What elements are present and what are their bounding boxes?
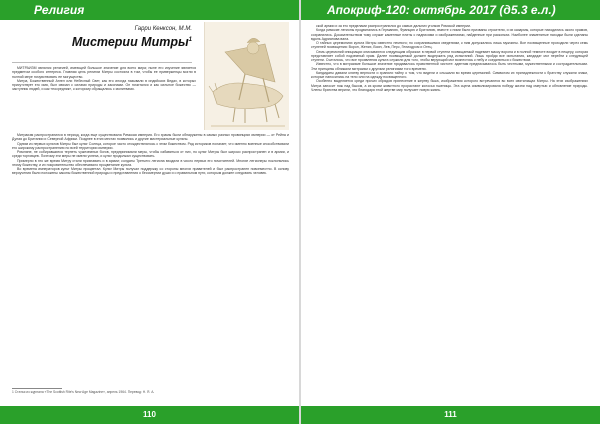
- left-page: [0, 0, 299, 424]
- article-author: Гарри Кенксон, М.М.: [134, 26, 192, 32]
- body-paragraph: Одним из первых культов Митры был культ Солнца, которое часто отождествлялось с этим божеством. Ряд историков полагает, что именно военные способствовали его широкому распространению по всей территории империи.: [12, 141, 289, 150]
- intro-paragraph: МИТРАИЗМ являлся религией, имеющей большое значение для всего мира; ныне его изучение является предметом особого интереса. Главная цель религии Митры состояла в том, чтобы ее приверженцы могли в полной мере почувствовать ее могущество.: [12, 66, 196, 79]
- issue-title: Апокриф-120: октябрь 2017 (д5.3 е.л.): [327, 3, 556, 17]
- body-paragraph: Когда римские легионы продвигались в Германию, Францию и Британию, вместе с ними были призваны строители, и их казармы, которые находились около храмов, сохранились. Доказательством тому служат каменные плиты с надписями и изображениями, найденные при раскопках. Наиболее знаменитые находки были сделаны вдоль Адрианова вала.: [311, 28, 588, 41]
- page-number: 111: [444, 410, 457, 419]
- footnote: [12, 390, 289, 394]
- body-paragraph: Особенно выделяется среди прочих обрядов принесение в жертву быка, изображения которого встречаются во всех святилищах Митры. На этих изображениях Митра заносит нож над быком, а из крови животного прорастают колосья пшеницы. Эта сцена символизировала победу жизни над смертью и обновление природы. Члены братства верили, что благодаря этой жертве мир получает новую жизнь.: [311, 79, 588, 92]
- left-page-body: [12, 133, 289, 387]
- section-title: Религия: [34, 3, 85, 17]
- body-paragraph: Римляне, не собиравшиеся терпеть чужеземных богов, предпринимали меры, чтобы избавиться от них, но культ Митры был широко распространен и в армии, и среди торговцев. Поэтому эти меры не имели успеха, и культ продолжал существовать.: [12, 150, 289, 159]
- body-paragraph: Известно, что в митраизме большое значение придавалось нравственной чистоте: адептам предписывалось быть честными, мужественными и сострадательными. Эти принципы сближали митраизм с другими религиями того времени.: [311, 62, 588, 71]
- body-paragraph: О тайных церемониях культа Митры известно немного; по сохранившимся сведениям, к ним допускались лишь мужчины. Все посвященные проходили через семь ступеней посвящения: Ворон, Жених, Воин, Лев, Перс, Гелиодром и Отец.: [311, 41, 588, 50]
- body-paragraph: Семь церемоний инициации описываются следующим образом: в первой ступени посвящаемый надевает маску ворона и в полной темноте входит в пещеру, которая представляет собой подземный храм. Далее посвящаемый должен выдержать ряд испытаний. Лишь пройдя все испытания, кандидат мог перейти к следующей ступени. Считалось, что все проявления культа служили для того, чтобы верующий мог вознестись к небу и соединиться с божеством.: [311, 49, 588, 62]
- footnote-number: 1: [12, 390, 14, 394]
- right-page-footer: [301, 406, 600, 424]
- right-page-header: [301, 0, 600, 20]
- right-page: [301, 0, 600, 424]
- article-heading: [12, 26, 192, 49]
- body-paragraph: Кандидаты давали клятву верности и хранили тайну о том, что видели и слышали во время церемоний. Символом их принадлежности к братству служили знаки, которые наносились на тело или на одежду посвященного.: [311, 70, 588, 79]
- page-number: 110: [143, 410, 156, 419]
- article-image: [204, 22, 289, 130]
- body-paragraph: Митраизм распространился в период, когда еще существовала Римская империя. Его храмы были обнаружены в самых разных провинциях империи — от Рейна и Дуная до Британии и Северной Африки. Позднее в этих местах появились и другие мистериальные культы.: [12, 133, 289, 142]
- footnote-text: Статья из журнала «The Scottish Rite's New Age Magazine», апрель 1964. Перевод: Н. Я. А.: [14, 390, 155, 394]
- intro-paragraph: Митра, Божественный Ангел или Небесный Свет, как его иногда называли в индийских Ведах, в которых присутствует его имя, был связан с силами природы и законами. Он почитался и как сильное божество — заступник людей, и как «посредник», к которому обращались с молитвами.: [12, 78, 196, 92]
- left-page-footer: [0, 406, 299, 424]
- mithras-relief-illustration: [205, 22, 289, 130]
- article-title: [12, 35, 192, 49]
- article-intro: [12, 66, 196, 130]
- article-title-text: Мистерии Митры: [71, 35, 189, 49]
- right-page-body: [311, 24, 588, 398]
- footnote-divider: [12, 388, 62, 389]
- footnote-marker: 1: [188, 36, 192, 43]
- body-paragraph: Примерно в это же время Митру стали признавать и в армии; солдаты Третьего легиона входили в число первых его почитателей. Многие легионеры поклонялись этому божеству, и их покровительство обеспечивало процветание культа.: [12, 158, 289, 167]
- left-page-header: [0, 0, 299, 20]
- body-paragraph: ской армии и за его пределами распространился до самых дальних уголков Римской империи.: [316, 24, 471, 28]
- title-divider: [12, 62, 192, 63]
- body-paragraph: Во времена императоров культ Митры процветал. Культ Митры получал поддержку со стороны многих правителей и был распространен повсеместно. В основу вероучения были положены законы божественной природы и представления о бессмертии души и о правильном пути, которым должен следовать человек.: [12, 167, 289, 176]
